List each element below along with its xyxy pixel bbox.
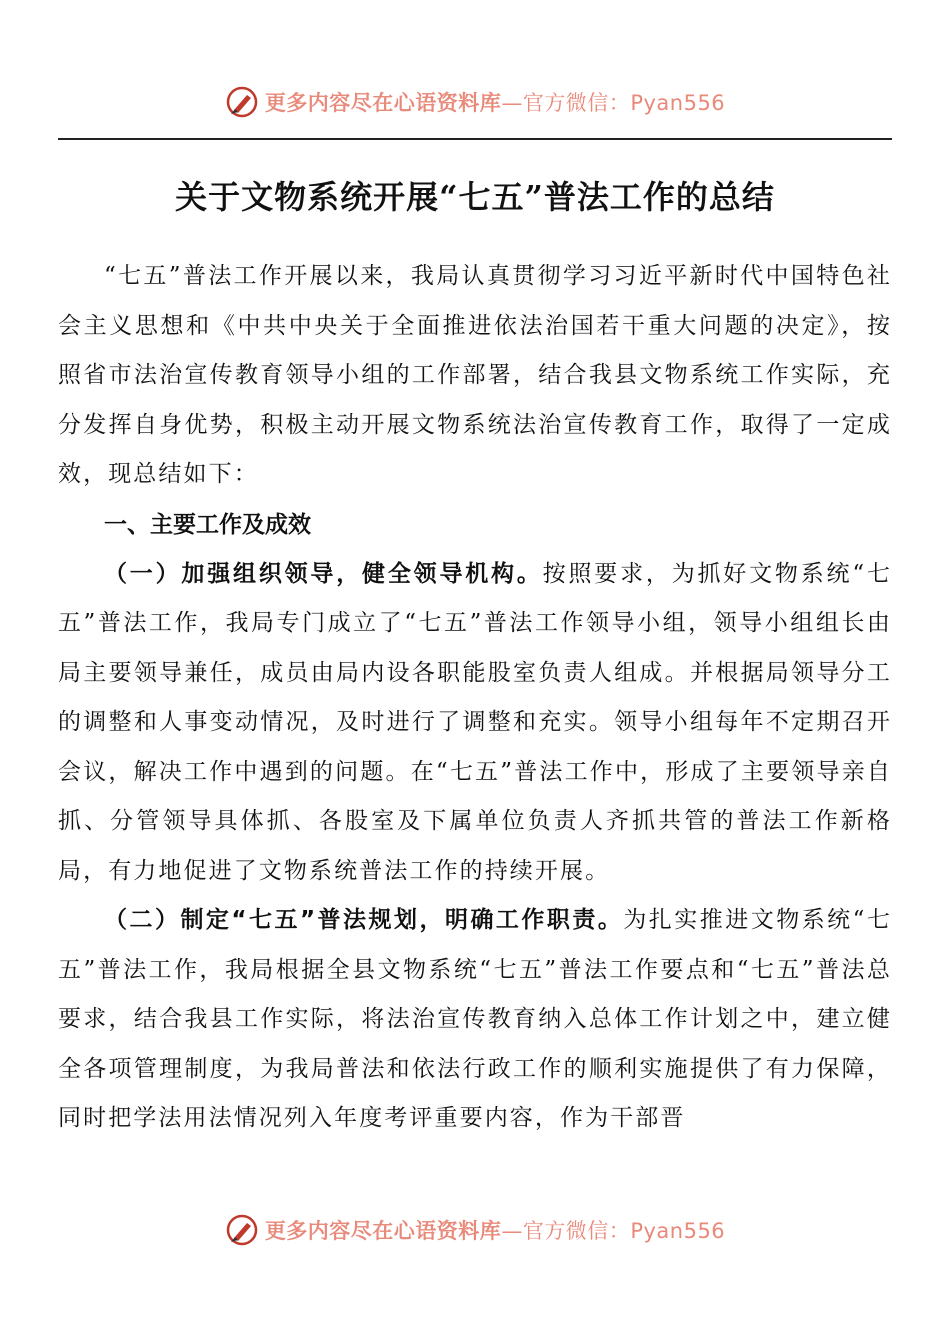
- item-1-paragraph: [58, 550, 892, 897]
- section-heading: 一、主要工作及成效: [104, 511, 311, 538]
- item-2-paragraph: [58, 896, 892, 1144]
- watermark-wechat-label: 官方微信：: [522, 1219, 631, 1243]
- item-2-lead: （二）制定“七五”普法规划，明确工作职责。: [104, 907, 624, 933]
- document-title: 关于文物系统开展“七五”普法工作的总结: [175, 178, 775, 216]
- item-1-body: 按照要求，为抓好文物系统“七五”普法工作，我局专门成立了“七五”普法工作领导小组，领导小组组长由局主要领导兼任，成员由局内设各职能股室负责人组成。并根据局领导分工的调整和人事变动情况，及时进行了调整和充实。领导小组每年不定期召开会议，解决工作中遇到的问题。在“七五”普法工作中，形成了主要领导亲自抓、分管领导具体抓、各股室及下属单位负责人齐抓共管的普法工作新格局，有力地促进了文物系统普法工作的持续开展。: [58, 560, 892, 884]
- pen-logo-icon: [225, 85, 259, 119]
- header-watermark-banner: [0, 82, 950, 122]
- watermark-dash: —: [501, 1219, 523, 1243]
- watermark-site-name: 更多内容尽在心语资料库: [264, 1219, 502, 1243]
- footer-watermark-banner: [0, 1210, 950, 1250]
- watermark-wechat-id: Pyan556: [630, 1219, 726, 1243]
- watermark-dash: —: [501, 91, 523, 115]
- item-1-lead: （一）加强组织领导，健全领导机构。: [104, 560, 543, 587]
- item-2-body: 为扎实推进文物系统“七五”普法工作，我局根据全县文物系统“七五”普法工作要点和“七五”普法总要求，结合我县工作实际，将法治宣传教育纳入总体工作计划之中，建立健全各项管理制度，为我局普法和依法行政工作的顺利实施提供了有力保障，同时把学法用法情况列入年度考评重要内容，作为干部晋: [58, 907, 892, 1131]
- watermark-wechat-id: Pyan556: [630, 91, 726, 115]
- document-body: [58, 252, 892, 1144]
- intro-paragraph: “七五”普法工作开展以来，我局认真贯彻学习习近平新时代中国特色社会主义思想和《中共中央关于全面推进依法治国若干重大问题的决定》，按照省市法治宣传教育领导小组的工作部署，结合我县文物系统工作实际，充分发挥自身优势，积极主动开展文物系统法治宣传教育工作，取得了一定成效，现总结如下：: [58, 263, 892, 487]
- watermark-text: [265, 87, 725, 117]
- pen-logo-icon: [225, 1213, 259, 1247]
- watermark-site-name: 更多内容尽在心语资料库: [264, 91, 502, 115]
- watermark-text: [265, 1215, 725, 1245]
- header-divider: [58, 138, 892, 140]
- watermark-wechat-label: 官方微信：: [522, 91, 631, 115]
